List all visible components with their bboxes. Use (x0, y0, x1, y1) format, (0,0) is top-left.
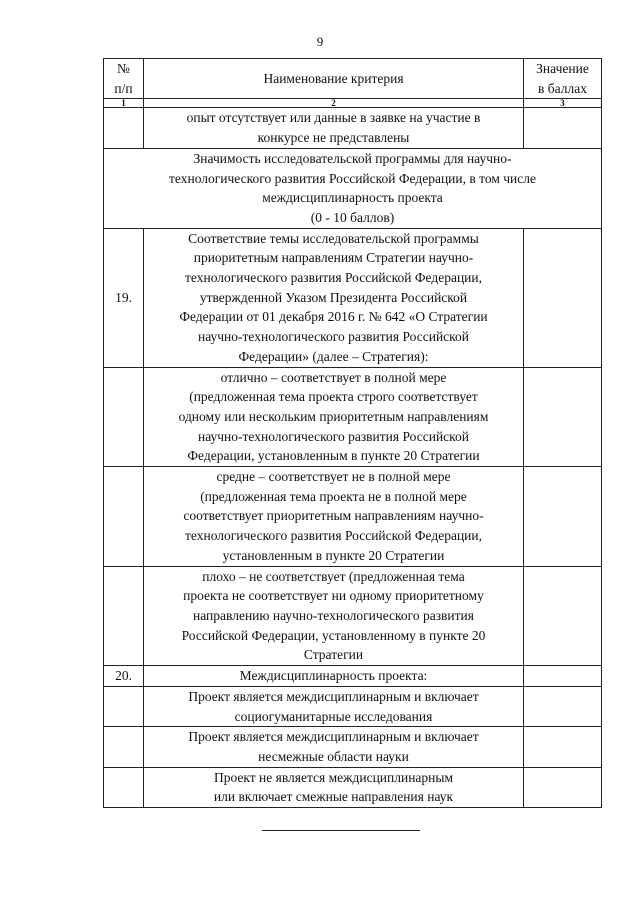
option-text (144, 467, 524, 567)
text-line: направлению научно-технологического развития (193, 607, 474, 623)
header-num-line2: п/п (114, 80, 133, 96)
criterion-text: Междисциплинарность проекта: (144, 666, 524, 687)
num-cell (104, 467, 144, 567)
header-value (524, 59, 602, 99)
value-cell (524, 767, 602, 807)
text-line: отлично – соответствует в полной мере (220, 369, 447, 385)
table-row (104, 228, 602, 367)
option-text (144, 367, 524, 467)
table-row (104, 666, 602, 687)
header-name: Наименование критерия (144, 59, 524, 99)
section-title-line: Значимость исследовательской программы для научно- (193, 150, 512, 166)
section-title (104, 148, 602, 228)
option-text (144, 566, 524, 666)
text-line: проекта не соответствует ни одному приоритетному (183, 588, 484, 604)
section-row (104, 148, 602, 228)
num-cell (104, 566, 144, 666)
value-cell (524, 367, 602, 467)
text-line: технологического развития Российской Федерации, (185, 270, 482, 286)
option-row (104, 367, 602, 467)
text-line: Проект является междисциплинарным и включает (188, 729, 479, 745)
text-line: Стратегии (303, 647, 364, 663)
value-cell (524, 467, 602, 567)
row-number: 20. (104, 666, 144, 687)
value-cell (524, 108, 602, 148)
header-num (104, 59, 144, 99)
option-text (144, 686, 524, 726)
text-line: Федерации» (далее – Стратегия): (238, 348, 429, 364)
table-row (104, 108, 602, 148)
text-line: технологического развития Российской Федерации, (185, 528, 482, 544)
text-line: утвержденной Указом Президента Российской (199, 289, 468, 305)
text-line: средне – соответствует не в полной мере (216, 469, 451, 485)
value-cell (524, 228, 602, 367)
end-divider (262, 830, 420, 831)
header-value-line1: Значение (536, 61, 589, 76)
option-row (104, 566, 602, 666)
text-line: научно-технологического развития Российской (197, 329, 470, 345)
option-row (104, 686, 602, 726)
text-line: (предложенная тема проекта не в полной мере (200, 488, 467, 504)
text-line: Проект не является междисциплинарным (213, 769, 454, 785)
column-index-1: 1 (104, 99, 144, 108)
num-cell (104, 686, 144, 726)
text-line: несмежные области науки (258, 748, 409, 764)
value-cell (524, 727, 602, 767)
option-text (144, 727, 524, 767)
text-line: (предложенная тема проекта строго соответствует (189, 389, 478, 405)
page-number: 9 (316, 34, 324, 49)
row-number: 19. (104, 228, 144, 367)
text-line: Российской Федерации, установленному в пункте 20 (181, 627, 486, 643)
num-cell (104, 767, 144, 807)
text-line: соответствует приоритетным направлениям научно- (183, 508, 484, 524)
option-row (104, 767, 602, 807)
option-row (104, 727, 602, 767)
option-text (144, 767, 524, 807)
text-line: социогуманитарные исследования (234, 708, 433, 724)
column-index-row (104, 99, 602, 108)
section-range: (0 - 10 баллов) (310, 209, 395, 225)
criterion-text (144, 228, 524, 367)
table-header-row (104, 59, 602, 99)
text-line: приоритетным направлениям Стратегии научно- (193, 250, 474, 266)
column-index-2: 2 (144, 99, 524, 108)
text-line: Соответствие темы исследовательской программы (188, 230, 479, 246)
num-cell (104, 108, 144, 148)
option-row (104, 467, 602, 567)
criteria-table (103, 58, 602, 808)
text-line: Федерации от 01 декабря 2016 г. № 642 «О Стратегии (179, 309, 488, 325)
header-num-line1: № (117, 61, 130, 76)
section-title-line: междисциплинарность проекта (262, 190, 443, 206)
num-cell (104, 367, 144, 467)
text-line: конкурсе не представлены (257, 130, 410, 146)
criterion-text (144, 108, 524, 148)
text-line: установленным в пункте 20 Стратегии (222, 547, 445, 563)
header-value-line2: в баллах (538, 80, 587, 96)
num-cell (104, 727, 144, 767)
text-line: Федерации, установленным в пункте 20 Стратегии (187, 448, 480, 464)
value-cell (524, 686, 602, 726)
text-line: плохо – не соответствует (предложенная тема (202, 568, 465, 584)
text-line: Проект является междисциплинарным и включает (188, 688, 479, 704)
value-cell (524, 566, 602, 666)
section-title-line: технологического развития Российской Федерации, в том числе (169, 170, 536, 186)
text-line: одному или нескольким приоритетным направлениям (178, 408, 489, 424)
column-index-3: 3 (524, 99, 602, 108)
value-cell (524, 666, 602, 687)
text-line: опыт отсутствует или данные в заявке на участие в (186, 110, 481, 126)
text-line: или включает смежные направления наук (213, 789, 454, 805)
text-line: научно-технологического развития Российской (197, 428, 470, 444)
